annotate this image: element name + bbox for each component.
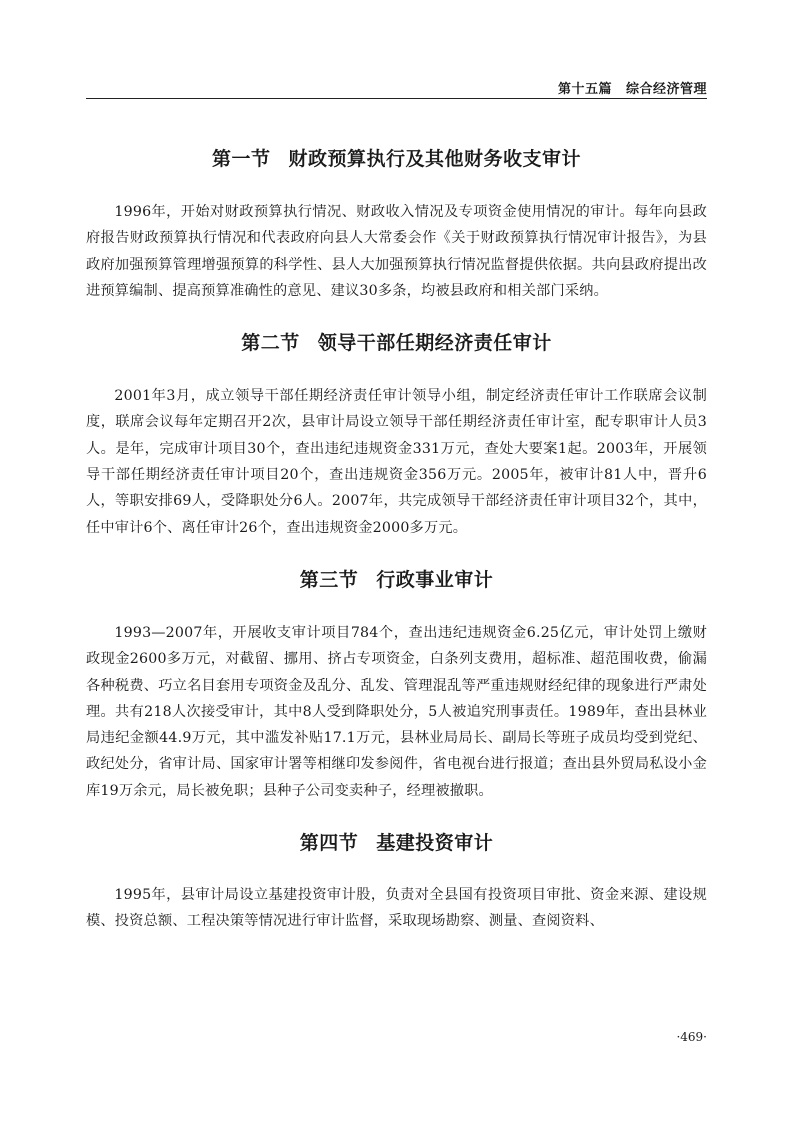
section-body-1: 1996年，开始对财政预算执行情况、财政收入情况及专项资金使用情况的审计。每年向县政府报告财政预算执行情况和代表政府向县人大常委会作《关于财政预算执行情况审计报告》，为县政府加强预算管理增强预算的科学性、县人大加强预算执行情况监督提供依据。共向县政府提出改进预算编制、提高预算准确性的意见、建议30多条，均被县政府和相关部门采纳。	[86, 204, 707, 299]
page-content	[86, 110, 707, 935]
section-number-3: 第三节	[299, 568, 359, 591]
section-number-4: 第四节	[299, 832, 359, 855]
page-number: ·469·	[676, 1030, 707, 1044]
section-heading-1: 财政预算执行及其他财务收支审计	[288, 148, 582, 170]
section-title-1	[86, 145, 707, 173]
section-title-3	[86, 566, 707, 594]
running-head	[558, 78, 707, 97]
section-body-4: 1995年，县审计局设立基建投资审计股，负责对全县国有投资项目审批、资金来源、建设规模、投资总额、工程决策等情况进行审计监督，采取现场勘察、测量、查阅资料、	[86, 887, 707, 930]
running-head-title: 综合经济管理	[625, 82, 707, 97]
running-head-part: 第十五篇	[557, 82, 612, 97]
section-heading-2: 领导干部任期经济责任审计	[317, 332, 552, 355]
section-number-1: 第一节	[211, 148, 271, 170]
section-body-2: 2001年3月，成立领导干部任期经济责任审计领导小组，制定经济责任审计工作联席会议制度，联席会议每年定期召开2次，县审计局设立领导干部任期经济责任审计室，配专职审计人员3人。是年，完成审计项目30个，查出违纪违规资金331万元，查处大要案1起。2003年，开展领导干部任期经济责任审计项目20个，查出违规资金356万元。2005年，被审计81人中，晋升6人，等职安排69人，受降职处分6人。2007年，共完成领导干部经济责任审计项目32个，其中，任中审计6个、离任审计26个，查出违规资金2000多万元。	[86, 388, 707, 536]
section-body-3: 1993—2007年，开展收支审计项目784个，查出违纪违规资金6.25亿元，审计处罚上缴财政现金2600多万元，对截留、挪用、挤占专项资金，白条列支费用，超标准、超范围收费，偷漏各种税费、巧立名目套用专项资金及乱分、乱发、管理混乱等严重违规财经纪律的现象进行严肃处理。共有218人次接受审计，其中8人受到降职处分，5人被追究刑事责任。1989年，查出县林业局违纪金额44.9万元，其中滥发补贴17.1万元，县林业局局长、副局长等班子成员均受到党纪、政纪处分，省审计局、国家审计署等相继印发参阅件，省电视台进行报道；查出县外贸局私设小金库19万余元，局长被免职；县种子公司变卖种子，经理被撤职。	[86, 624, 707, 799]
section-heading-3: 行政事业审计	[376, 568, 494, 591]
header-rule	[86, 98, 707, 99]
section-number-2: 第二节	[241, 332, 300, 355]
section-heading-4: 基建投资审计	[376, 832, 494, 855]
section-title-2	[86, 329, 707, 357]
section-title-4	[86, 829, 707, 857]
